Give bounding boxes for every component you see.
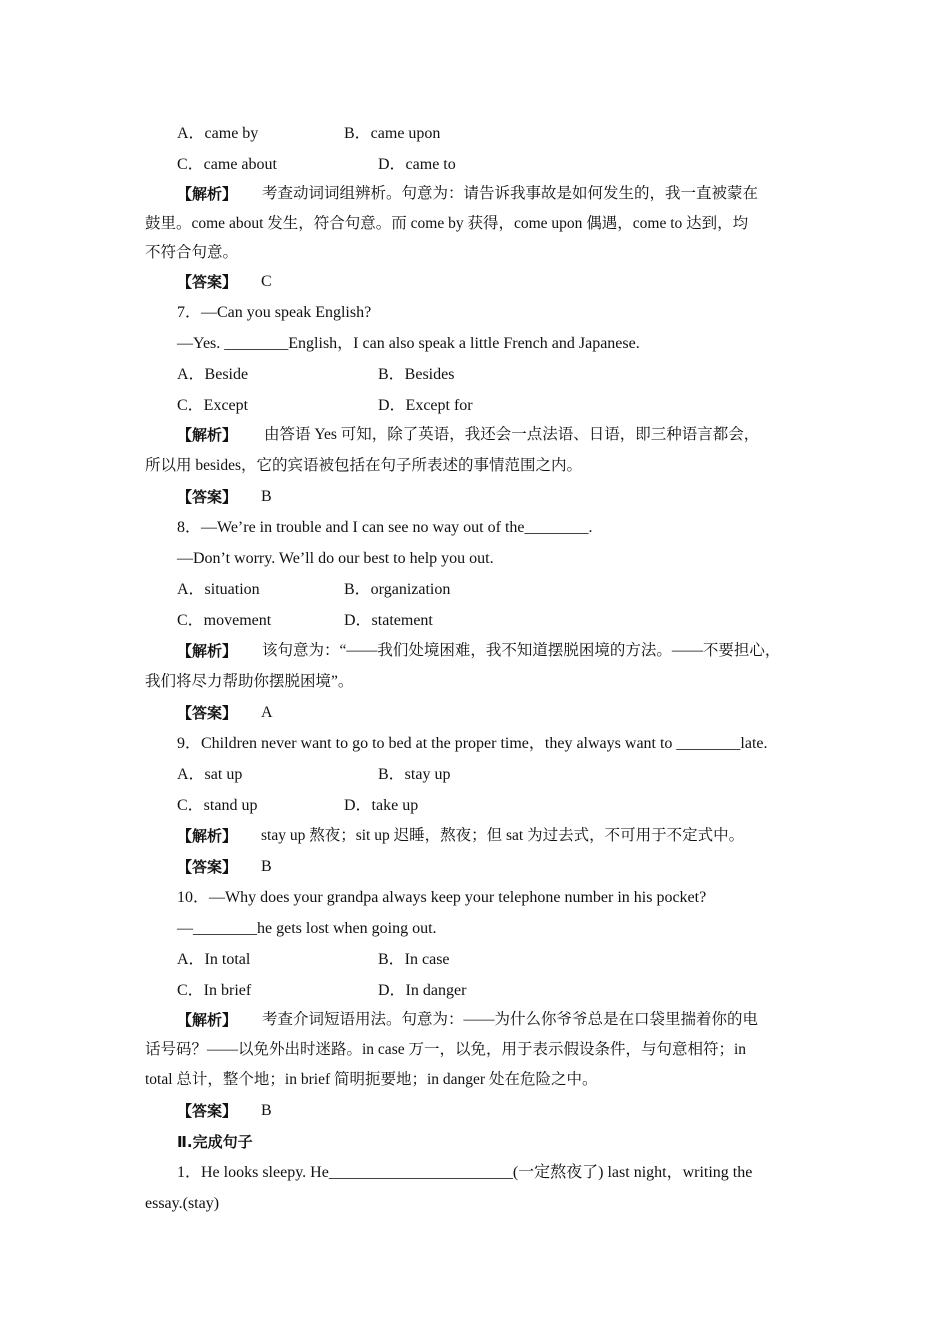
q10-answer-tag: 【答案】 <box>177 1102 238 1120</box>
q9-option-b: B．stay up <box>378 766 451 783</box>
q10-analysis-line1: 考查介词短语用法。句意为：——为什么你爷爷总是在口袋里揣着你的电 <box>262 1011 759 1028</box>
q7-answer: B <box>261 488 272 505</box>
q6-option-d: D．came to <box>378 156 456 173</box>
q8-analysis-line1: 该句意为：“——我们处境困难，我不知道摆脱困境的方法。——不要担心， <box>262 642 781 659</box>
q10-stem-line1: 10．—Why does your grandpa always keep your telephone number in his pocket? <box>177 889 707 906</box>
q7-option-a: A．Beside <box>177 366 249 383</box>
q9-option-a: A．sat up <box>177 766 243 783</box>
q10-option-a: A．In total <box>177 951 251 968</box>
q8-answer: A <box>261 704 273 721</box>
q10-analysis-line2: 话号码？——以免外出时迷路。in case 万一，以免，用于表示假设条件，与句意相符；in <box>145 1041 747 1058</box>
q9-option-d: D．take up <box>344 797 419 814</box>
q9-analysis-tag: 【解析】 <box>177 827 238 845</box>
q8-stem-line1: 8．—We’re in trouble and I can see no way out of the________. <box>177 519 593 536</box>
q6-answer: C <box>261 273 272 290</box>
q9-option-c: C．stand up <box>177 797 258 814</box>
s1-line2: essay.(stay) <box>145 1195 220 1212</box>
q10-option-b: B．In case <box>378 951 450 968</box>
q6-analysis-line2: 鼓里。come about 发生，符合句意。而 come by 获得，come upon 偶遇，come to 达到，均 <box>145 215 749 232</box>
q9-analysis-line1: stay up 熬夜；sit up 迟睡，熬夜；但 sat 为过去式，不可用于不定式中。 <box>261 827 745 844</box>
q7-analysis-tag: 【解析】 <box>177 426 238 444</box>
q6-analysis-line1: 考查动词词组辨析。句意为：请告诉我事故是如何发生的，我一直被蒙在 <box>262 185 759 202</box>
q6-option-a: A．came by <box>177 125 259 142</box>
q6-analysis-tag: 【解析】 <box>177 185 238 203</box>
q9-stem-line1: 9．Children never want to go to bed at the proper time，they always want to ________late. <box>177 735 768 752</box>
q7-option-b: B．Besides <box>378 366 455 383</box>
q8-stem-line2: —Don’t worry. We’ll do our best to help you out. <box>177 550 494 567</box>
q8-option-b: B．organization <box>344 581 451 598</box>
q7-option-d: D．Except for <box>378 397 473 414</box>
q8-analysis-tag: 【解析】 <box>177 642 238 660</box>
q8-option-a: A．situation <box>177 581 260 598</box>
q6-option-b: B．came upon <box>344 125 441 142</box>
q6-analysis-line3: 不符合句意。 <box>145 244 239 261</box>
q7-analysis-line2: 所以用 besides，它的宾语被包括在句子所表述的事情范围之内。 <box>145 457 583 474</box>
q7-analysis-line1: 由答语 Yes 可知，除了英语，我还会一点法语、日语，即三种语言都会， <box>264 426 760 443</box>
q10-option-c: C．In brief <box>177 982 252 999</box>
q8-option-d: D．statement <box>344 612 433 629</box>
q6-option-c: C．came about <box>177 156 277 173</box>
q6-answer-tag: 【答案】 <box>177 273 238 291</box>
q8-answer-tag: 【答案】 <box>177 704 238 722</box>
q10-analysis-line3: total 总计，整个地；in brief 简明扼要地；in danger 处在危险之中。 <box>145 1071 598 1088</box>
section-title: Ⅱ.完成句子 <box>177 1133 253 1151</box>
q7-answer-tag: 【答案】 <box>177 488 238 506</box>
q10-option-d: D．In danger <box>378 982 467 999</box>
q10-stem-line2: —________he gets lost when going out. <box>177 920 437 937</box>
q9-answer-tag: 【答案】 <box>177 858 238 876</box>
q8-option-c: C．movement <box>177 612 272 629</box>
q10-answer: B <box>261 1102 272 1119</box>
q9-answer: B <box>261 858 272 875</box>
q10-analysis-tag: 【解析】 <box>177 1011 238 1029</box>
q7-stem-line2: —Yes. ________English，I can also speak a little French and Japanese. <box>177 335 640 352</box>
q7-stem-line1: 7．—Can you speak English? <box>177 304 372 321</box>
q8-analysis-line2: 我们将尽力帮助你摆脱困境”。 <box>145 673 354 690</box>
q7-option-c: C．Except <box>177 397 249 414</box>
s1-line1: 1．He looks sleepy. He_______________________(一定熬夜了) last night，writing the <box>177 1164 753 1181</box>
